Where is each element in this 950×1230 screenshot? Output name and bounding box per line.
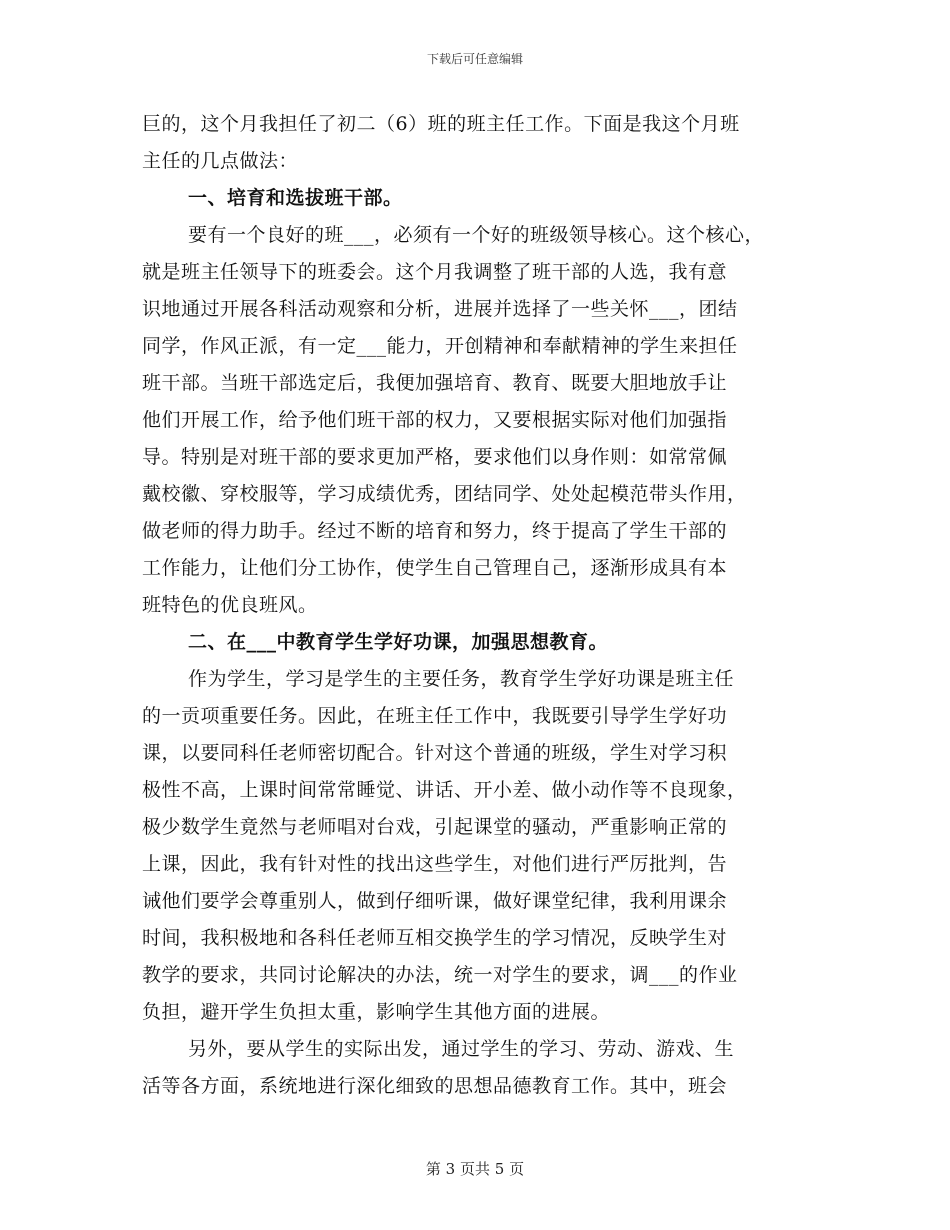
text-line: 他们开展工作，给予他们班干部的权力，又要根据实际对他们加强指 [142,409,728,431]
text-line: 同学，作风正派，有一定___能力，开创精神和奉献精神的学生来担任 [142,335,738,357]
text-line: 极性不高，上课时间常常睡觉、讲话、开小差、做小动作等不良现象， [142,779,747,801]
text-line: 就是班主任领导下的班委会。这个月我调整了班干部的人选，我有意 [142,261,728,283]
text-line: 极少数学生竟然与老师唱对台戏，引起课堂的骚动，严重影响正常的 [142,816,728,838]
text-line: 作为学生，学习是学生的主要任务，教育学生学好功课是班主任 [188,668,735,690]
text-line: 做老师的得力助手。经过不断的培育和努力，终于提高了学生干部的 [142,520,728,542]
section-heading: 二、在___中教育学生学好功课，加强思想教育。 [188,631,609,653]
text-line: 上课，因此，我有针对性的找出这些学生，对他们进行严厉批判，告 [142,853,728,875]
text-line: 诫他们要学会尊重别人，做到仔细听课，做好课堂纪律，我利用课余 [142,890,728,912]
text-line: 课，以要同科任老师密切配合。针对这个普通的班级，学生对学习积 [142,742,728,764]
page-header: 下载后可任意编辑 [426,52,523,66]
text-line: 时间，我积极地和各科任老师互相交换学生的学习情况，反映学生对 [142,927,728,949]
text-line: 识地通过开展各科活动观察和分析，进展并选择了一些关怀___，团结 [142,298,738,320]
text-line: 另外，要从学生的实际出发，通过学生的学习、劳动、游戏、生 [188,1038,735,1060]
document-body [142,106,822,1105]
text-line: 工作能力，让他们分工协作，使学生自己管理自己，逐渐形成具有本 [142,557,728,579]
text-line: 活等各方面，系统地进行深化细致的思想品德教育工作。其中，班会 [142,1075,728,1097]
text-line: 班干部。当班干部选定后，我便加强培育、教育、既要大胆地放手让 [142,372,728,394]
text-line: 班特色的优良班风。 [142,594,318,616]
page-footer: 第 3 页共 5 页 [425,1160,525,1178]
text-line: 要有一个良好的班___，必须有一个好的班级领导核心。这个核心， [188,224,765,246]
text-line: 主任的几点做法： [142,150,299,172]
section-heading: 一、培育和选拔班干部。 [188,187,403,209]
text-line: 负担，避开学生负担太重，影响学生其他方面的进展。 [142,1001,611,1023]
text-line: 的一贡项重要任务。因此，在班主任工作中，我既要引导学生学好功 [142,705,728,727]
text-line: 导。特别是对班干部的要求更加严格，要求他们以身作则：如常常佩 [142,446,728,468]
text-line: 巨的，这个月我担任了初二（6）班的班主任工作。下面是我这个月班 [142,113,740,135]
text-line: 教学的要求，共同讨论解决的办法，统一对学生的要求，调___的作业 [142,964,738,986]
text-line: 戴校徽、穿校服等，学习成绩优秀，团结同学、处处起模范带头作用， [142,483,747,505]
